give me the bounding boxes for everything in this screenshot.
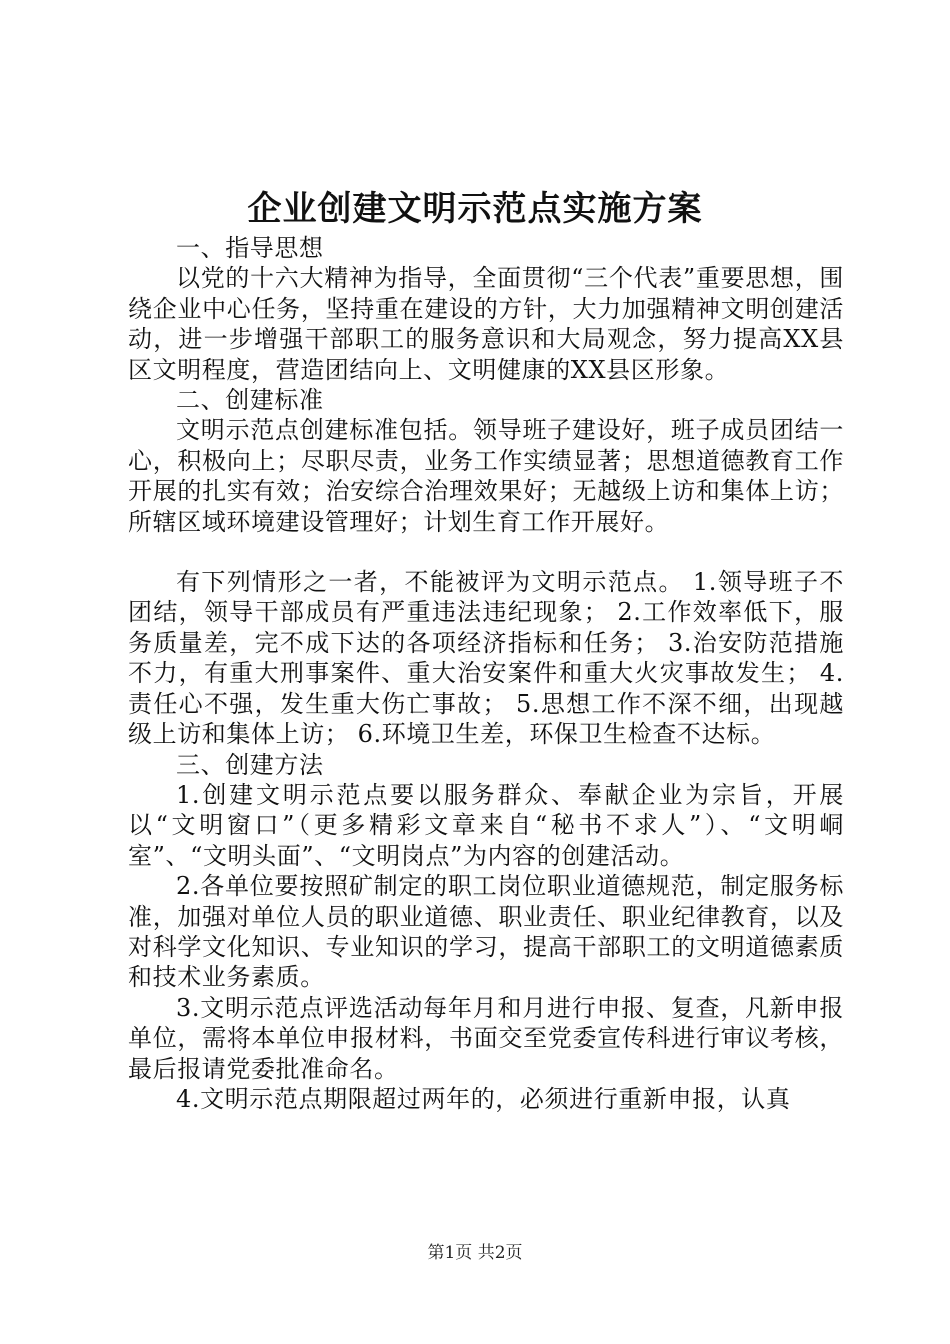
paragraph-standards: 文明示范点创建标准包括。领导班子建设好，班子成员团结一心，积极向上；尽职尽责，业务工作实绩显著；思想道德教育工作开展的扎实有效；治安综合治理效果好；无越级上访和集体上访；所辖区域环境建设管理好；计划生育工作开展好。	[128, 416, 844, 536]
paragraph-method-2: 2.各单位要按照矿制定的职工岗位职业道德规范，制定服务标准，加强对单位人员的职业道德、职业责任、职业纪律教育，以及对科学文化知识、专业知识的学习，提高干部职工的文明道德素质和技术业务素质。	[128, 872, 844, 992]
paragraph-method-3: 3.文明示范点评选活动每年月和月进行申报、复查，凡新申报单位，需将本单位申报材料，书面交至党委宣传科进行审议考核，最后报请党委批准命名。	[128, 993, 844, 1083]
paragraph-method-1: 1.创建文明示范点要以服务群众、奉献企业为宗旨，开展以“文明窗口”（更多精彩文章来自“秘书不求人”）、“文明峒室”、“文明头面”、“文明岗点”为内容的创建活动。	[128, 780, 844, 870]
section-heading-guiding-ideology: 一、指导思想	[176, 234, 324, 262]
section-heading-standards: 二、创建标准	[176, 386, 324, 415]
paragraph-guiding-ideology: 以党的十六大精神为指导，全面贯彻“三个代表”重要思想，围绕企业中心任务，坚持重在建设的方针，大力加强精神文明创建活动，进一步增强干部职工的服务意识和大局观念，努力提高XX县区文明程度，营造团结向上、文明健康的XX县区形象。	[128, 264, 844, 384]
document-title: 企业创建文明示范点实施方案	[247, 189, 703, 229]
paragraph-method-4: 4.文明示范点期限超过两年的，必须进行重新申报，认真	[176, 1084, 791, 1113]
paragraph-disqualifications: 有下列情形之一者，不能被评为文明示范点。 1.领导班子不团结，领导干部成员有严重违法违纪现象； 2.工作效率低下，服务质量差，完不成下达的各项经济指标和任务； 3.治安防范措施不力，有重大刑事案件、重大治安案件和重大火灾事故发生； 4.责任心不强，发生重大伤亡事故； 5.思想工作不深不细，出现越级上访和集体上访； 6.环境卫生差，环保卫生检查不达标。	[128, 568, 844, 749]
section-heading-methods: 三、创建方法	[176, 750, 324, 779]
page-footer: 第1页 共2页	[427, 1243, 523, 1263]
document-body	[128, 233, 844, 1114]
